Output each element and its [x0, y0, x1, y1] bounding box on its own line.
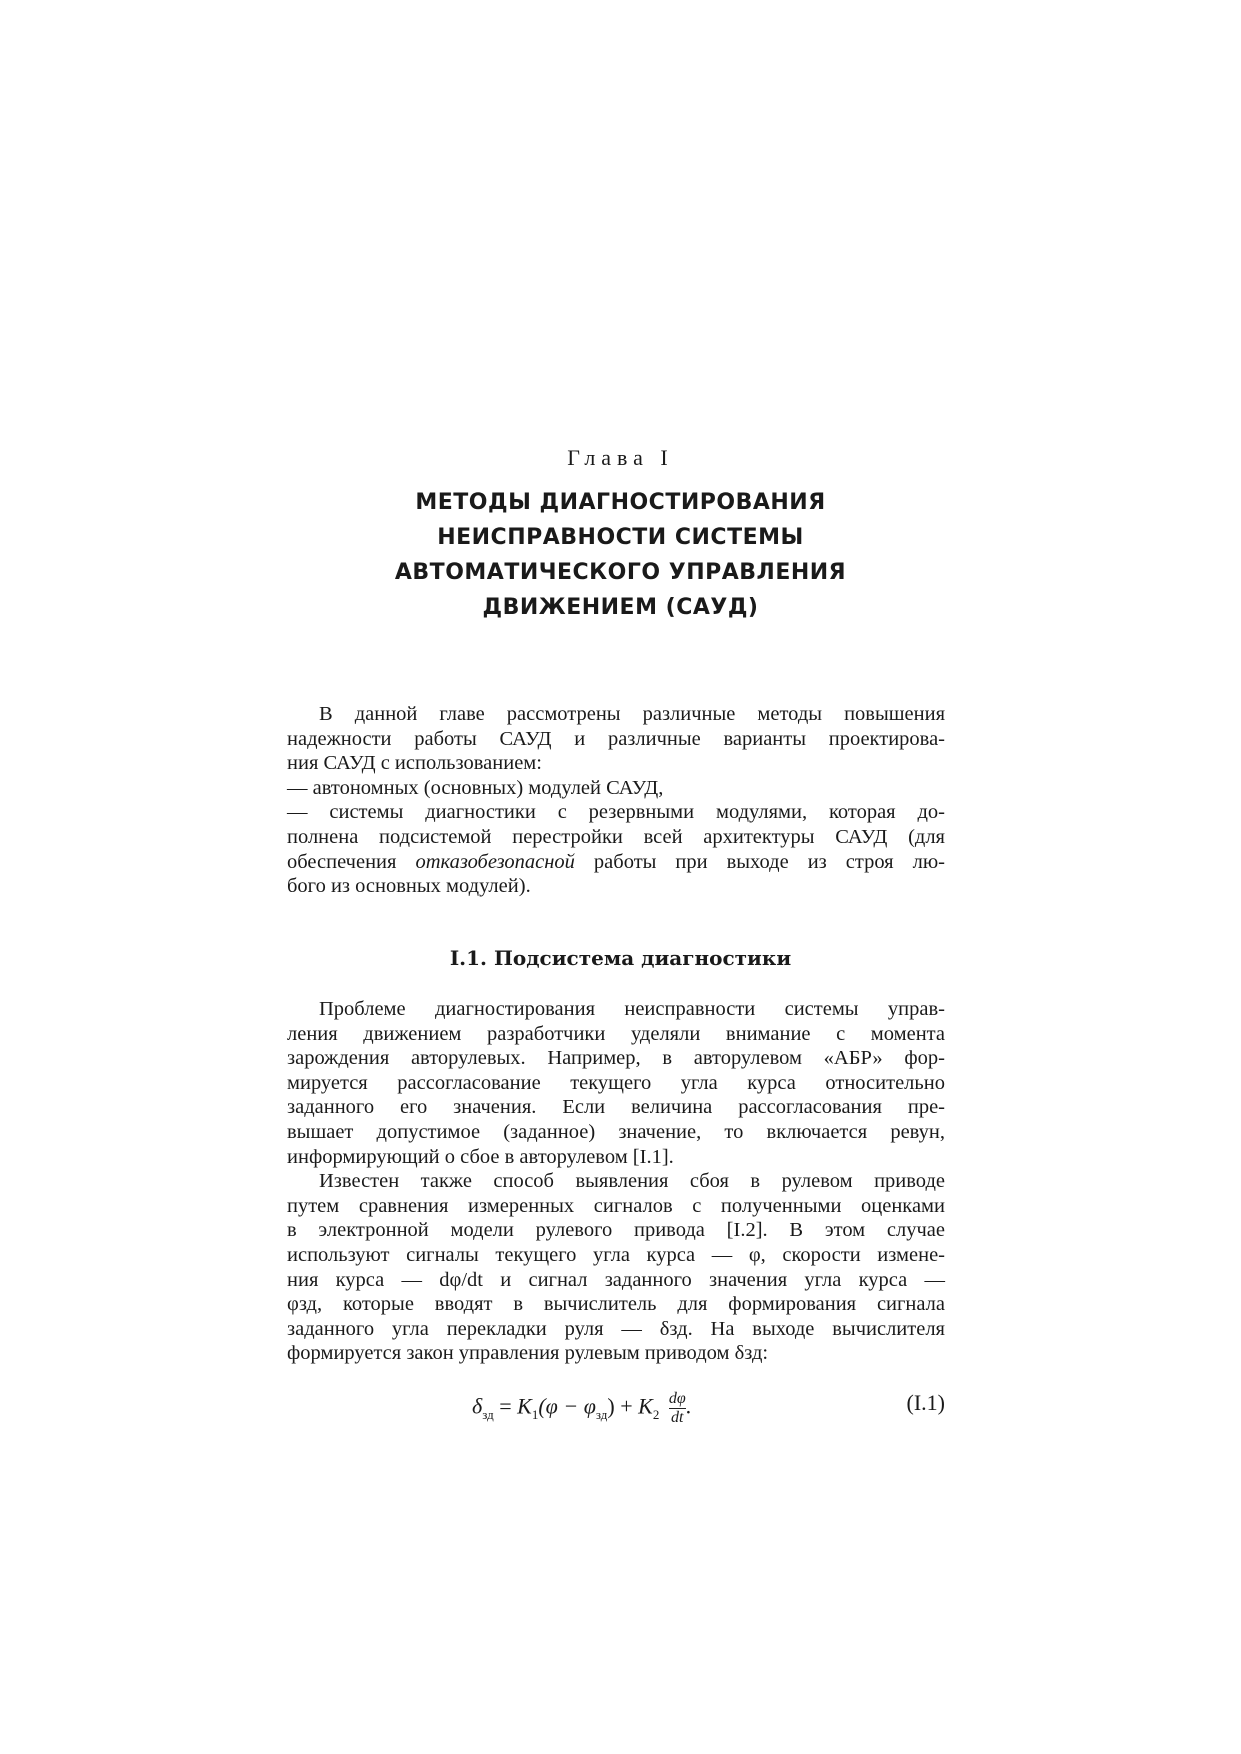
equation — [287, 1390, 945, 1430]
chapter-title-line: НЕИСПРАВНОСТИ СИСТЕМЫ — [437, 525, 804, 550]
text-line: бого из основных модулей). — [287, 875, 531, 898]
intro-paragraph — [287, 702, 945, 899]
italic-term: отказобезопасной — [415, 850, 575, 873]
eq-numerator: dφ — [668, 1390, 686, 1407]
eq-term: ) + — [607, 1393, 639, 1419]
eq-equals: = — [499, 1393, 512, 1419]
text-line: Известен также способ выявления сбоя в рулевом приводе — [319, 1170, 945, 1193]
text-line: В данной главе рассмотрены различные методы повышения — [319, 703, 945, 725]
eq-symbol: K — [638, 1393, 653, 1419]
text-line: информирующий о сбое в авторулевом [I.1]. — [287, 1145, 674, 1168]
text-line: используют сигналы текущего угла курса — φ, скорости измене- — [287, 1243, 945, 1266]
text-line: — системы диагностики с резервными модулями, которая до- — [287, 801, 945, 824]
text-line: зарождения авторулевых. Например, в авторулевом «АБР» фор- — [287, 1047, 945, 1070]
text-line: в электронной модели рулевого привода [I.2]. В этом случае — [287, 1219, 945, 1242]
eq-denominator: dt — [671, 1409, 684, 1426]
text-line: вышает допустимое (заданное) значение, то включается ревун, — [287, 1120, 945, 1143]
text-segment: обеспечения — [287, 850, 416, 873]
text-line: заданного угла перекладки руля — δзд. На выходе вычислителя — [287, 1317, 945, 1340]
text-line — [287, 850, 945, 875]
chapter-label: Глава I — [567, 445, 674, 470]
text-line: мируется рассогласование текущего угла курса относительно — [287, 1071, 945, 1094]
text-line: полнена подсистемой перестройки всей архитектуры САУД (для — [287, 825, 945, 848]
text-line: Проблеме диагностирования неисправности системы управ- — [319, 998, 945, 1020]
text-line: надежности работы САУД и различные варианты проектирова- — [287, 727, 945, 750]
chapter-title-line: МЕТОДЫ ДИАГНОСТИРОВАНИЯ — [415, 490, 826, 515]
eq-fraction — [669, 1390, 686, 1427]
eq-subscript: зд — [482, 1406, 494, 1422]
eq-subscript: 1 — [531, 1406, 539, 1422]
text-segment: работы при выходе из строя лю- — [574, 850, 945, 873]
equation-body — [472, 1390, 691, 1427]
text-line: φзд, которые вводят в вычислитель для формирования сигнала — [287, 1293, 945, 1316]
chapter-title-line: АВТОМАТИЧЕСКОГО УПРАВЛЕНИЯ — [394, 560, 847, 585]
eq-subscript: 2 — [652, 1406, 660, 1422]
eq-period: . — [685, 1393, 692, 1419]
eq-symbol: K — [517, 1393, 532, 1419]
text-line: ния САУД с использованием: — [287, 752, 542, 775]
text-line: ления движением разработчики уделяли внимание с момента — [287, 1022, 945, 1045]
text-line: путем сравнения измеренных сигналов с полученными оценками — [287, 1194, 945, 1217]
eq-symbol: δ — [472, 1393, 483, 1419]
text-line: — автономных (основных) модулей САУД, — [287, 776, 664, 799]
section-heading: I.1. Подсистема диагностики — [449, 946, 792, 970]
chapter-title — [0, 485, 1241, 625]
text-line: формируется закон управления рулевым приводом δзд: — [287, 1342, 769, 1365]
text-line: ния курса — dφ/dt и сигнал заданного значения угла курса — — [287, 1268, 945, 1291]
chapter-title-line: ДВИЖЕНИЕМ (САУД) — [482, 595, 759, 620]
eq-term: (φ − φ — [538, 1393, 596, 1419]
body-text — [287, 997, 945, 1366]
text-line: заданного его значения. Если величина рассогласования пре- — [287, 1096, 945, 1119]
eq-subscript: зд — [595, 1406, 608, 1422]
equation-number: (I.1) — [906, 1390, 945, 1415]
